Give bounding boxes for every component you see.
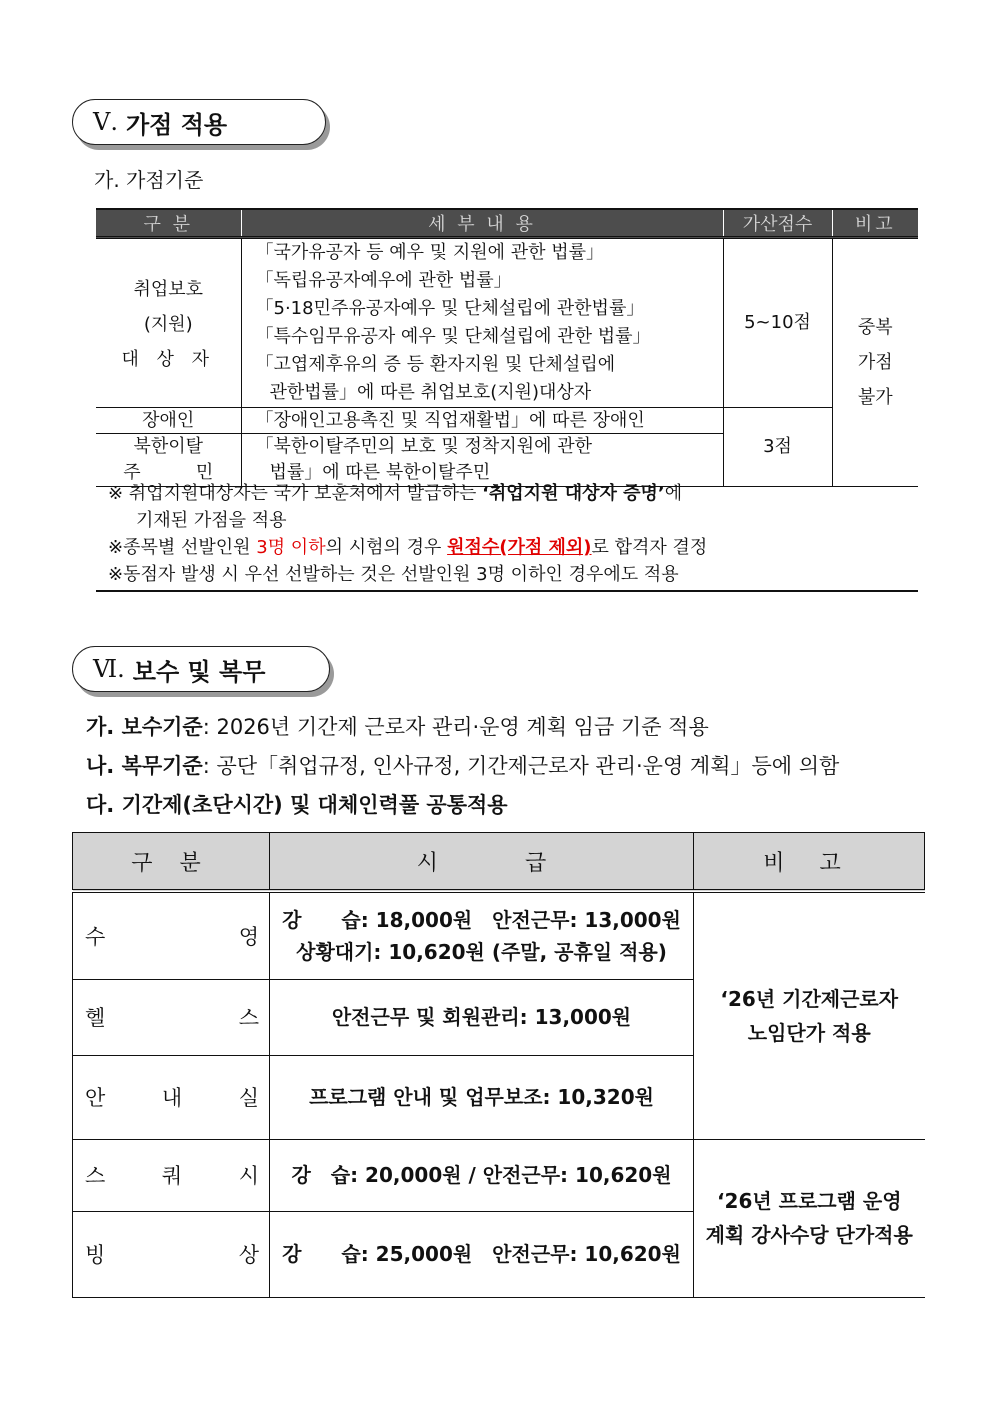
duty-standard-line: 나. 복무기준: 공단「취업규정, 인사규정, 기간제근로자 관리·운영 계획」등에 의함	[86, 754, 840, 778]
table-row	[96, 408, 918, 434]
note-instructor-allowance: ‘26년 프로그램 운영 계획 강사수당 단가적용	[694, 1139, 925, 1297]
row2-3-points: 3점	[723, 408, 832, 487]
pay-standard-line: 가. 보수기준: 2026년 기간제 근로자 관리·운영 계획 임금 기준 적용	[86, 715, 709, 739]
table-header-row	[73, 833, 925, 892]
row3-category: 북한이탈 주 민	[96, 434, 241, 487]
category-ice-skating: 빙 상	[73, 1211, 270, 1297]
category-info-desk: 안 내 실	[73, 1055, 270, 1139]
section-6-title: 보수 및 복무	[132, 657, 266, 686]
header-category: 구 분	[73, 833, 270, 892]
header-note: 비고	[832, 209, 918, 238]
note-cell: 중복 가점 불가	[832, 238, 918, 487]
wage-ice-skating: 강 습: 25,000원 안전근무: 10,620원	[270, 1211, 694, 1297]
category-swimming: 수 영	[73, 891, 270, 979]
note-1: ※ 취업지원대상자는 국가 보훈처에서 발급하는 ‘취업지원 대상자 증명’에	[108, 483, 683, 504]
row1-category: 취업보호 (지원) 대 상 자	[96, 238, 241, 408]
header-note: 비 고	[694, 833, 925, 892]
section-5-header	[72, 99, 326, 145]
table-row	[73, 891, 925, 979]
wage-health: 안전근무 및 회원관리: 13,000원	[270, 979, 694, 1055]
wage-swimming: 강 습: 18,000원 안전근무: 13,000원 상황대기: 10,620원 (주말, 공휴일 적용)	[270, 891, 694, 979]
section-6-number: Ⅵ.	[93, 655, 125, 683]
wage-info-desk: 프로그램 안내 및 업무보조: 10,320원	[270, 1055, 694, 1139]
subsection-a-title: 가. 가점기준	[94, 168, 204, 192]
bonus-points-table	[96, 208, 918, 487]
section-6-header	[72, 646, 330, 692]
row3-details: 「북한이탈주민의 보호 및 정착지원에 관한 법률」에 따른 북한이탈주민	[241, 434, 723, 487]
wage-squash: 강 습: 20,000원 / 안전근무: 10,620원	[270, 1139, 694, 1211]
row2-details: 「장애인고용촉진 및 직업재활법」에 따른 장애인	[241, 408, 723, 434]
note-2: ※종목별 선발인원 3명 이하의 시험의 경우 원점수(가점 제외)로 합격자 결정	[108, 537, 708, 558]
header-points: 가산점수	[723, 209, 832, 238]
row2-category: 장애인	[96, 408, 241, 434]
wage-table	[72, 832, 925, 1298]
common-application-line: 다. 기간제(초단시간) 및 대체인력풀 공통적용	[86, 793, 508, 817]
note-1-cont: 기재된 가점을 적용	[136, 510, 287, 531]
notes-block	[96, 480, 918, 592]
header-hourly-wage: 시 급	[270, 833, 694, 892]
section-5-title: 가점 적용	[125, 110, 228, 139]
header-details: 세 부 내 용	[241, 209, 723, 238]
row1-details: 「국가유공자 등 예우 및 지원에 관한 법률」 「독립유공자예우에 관한 법률」 「5·18민주유공자예우 및 단체설립에 관한법률」 「특수임무유공자 예우 및 단체설립에 관한 법률」 「고엽제후유의 증 등 환자지원 및 단체설립에 관한법률」에 따른 취업보호(지원)대상자	[241, 238, 723, 408]
section-5-number: Ⅴ.	[93, 108, 118, 136]
note-contract-workers: ‘26년 기간제근로자 노임단가 적용	[694, 891, 925, 1139]
header-category: 구 분	[96, 209, 241, 238]
category-health: 헬 스	[73, 979, 270, 1055]
note-3: ※동점자 발생 시 우선 선발하는 것은 선발인원 3명 이하인 경우에도 적용	[108, 564, 679, 585]
table-row	[96, 238, 918, 408]
category-squash: 스 쿼 시	[73, 1139, 270, 1211]
row1-points: 5~10점	[723, 238, 832, 408]
table-header-row	[96, 209, 918, 238]
table-row	[73, 1139, 925, 1211]
